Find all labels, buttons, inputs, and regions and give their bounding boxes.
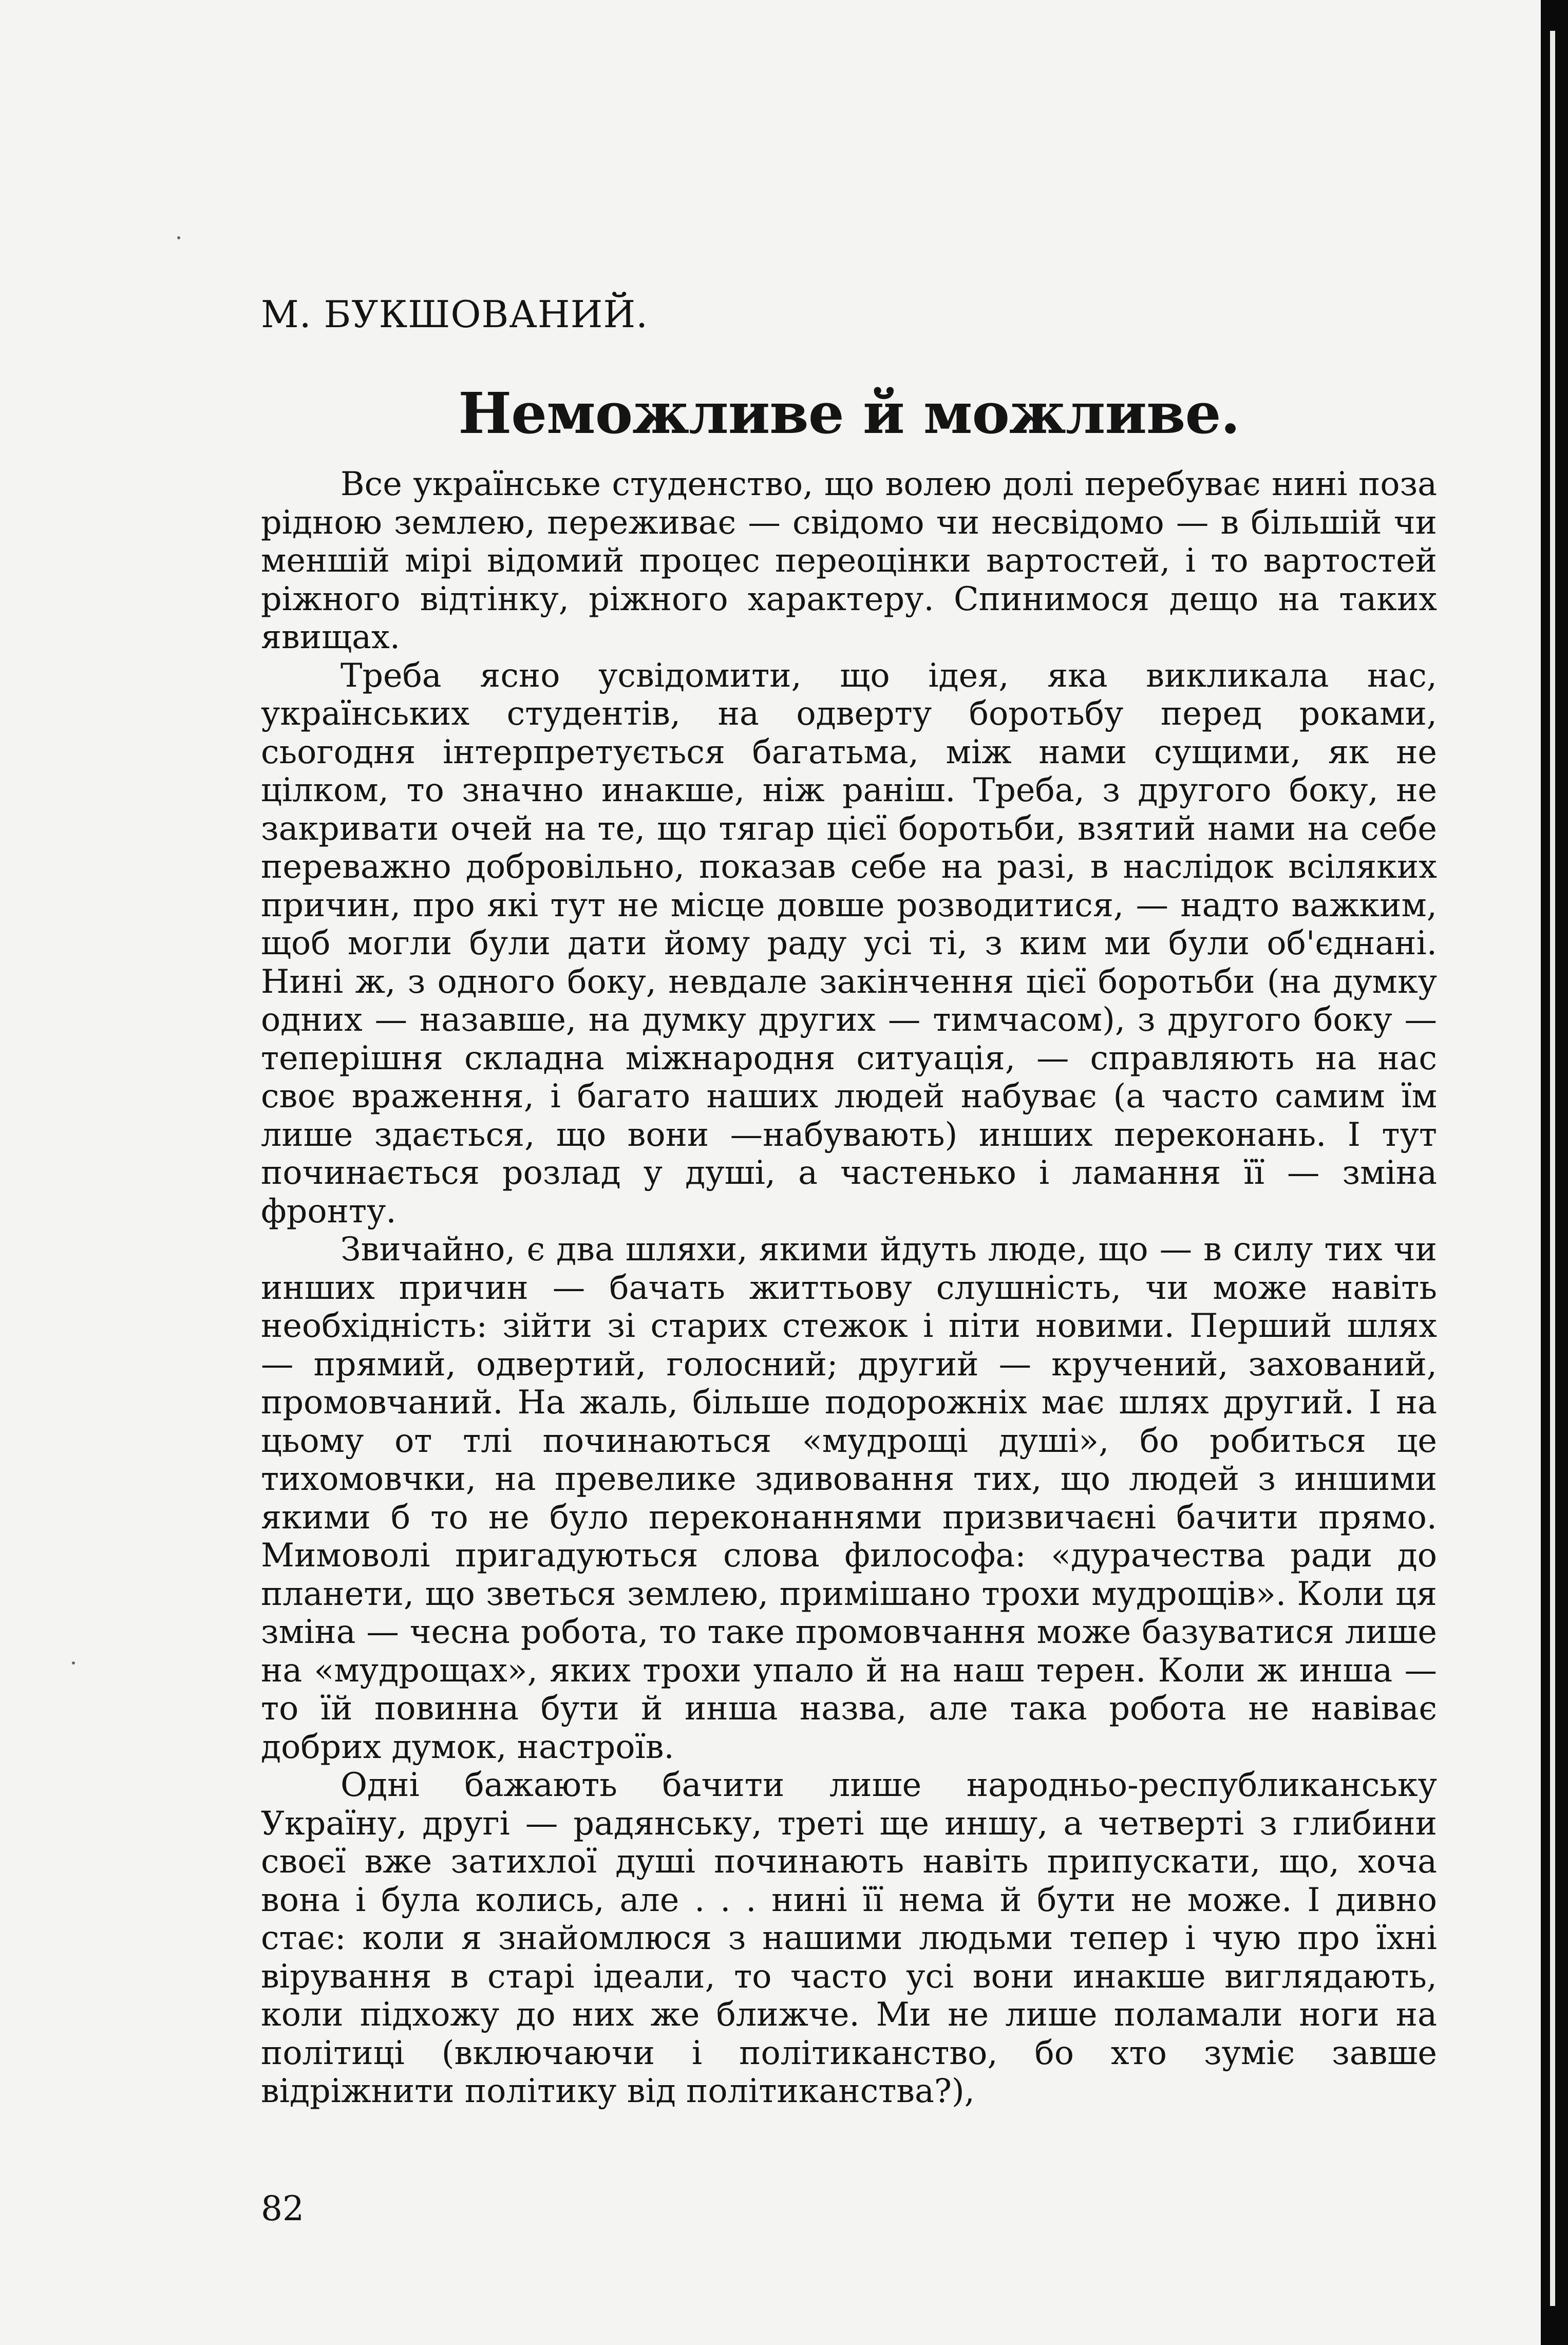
author-name: М. БУКШОВАНИЙ.	[261, 293, 649, 336]
article-body	[261, 465, 1437, 2110]
paragraph-3: Звичайно, є два шляхи, якими йдуть люде, що — в силу тих чи инших причин — бачать життьову слушність, чи може навіть необхідність: зійти зі старих стежок і піти новими. Перший шлях — прямий, одвертий, голосний; другий — кручений, захований, промовчаний. На жаль, більше подорожніх має шлях другий. І на цьому от тлі починаються «мудрощі душі», бо робиться це тихомовчки, на превелике здивовання тих, що людей з иншими якими б то не було переконаннями призвичаєні бачити прямо. Мимоволі пригадуються слова философа: «дурачества ради до планети, що зветься землею, примішано трохи мудрощів». Коли ця зміна — чесна робота, то таке промовчання може базуватися лише на «мудрощах», яких трохи упало й на наш терен. Коли ж инша — то їй повинна бути й инша назва, але така робота не навіває добрих думок, настроїв.	[261, 1230, 1437, 1766]
paragraph-4: Одні бажають бачити лише народньо-республиканську Україну, другі — радянську, треті ще иншу, а четверті з глибини своєї вже затихлої душі починають навіть припускати, що, хоча вона і була колись, але . . . нині її нема й бути не може. І дивно стає: коли я знайомлюся з нашими людьми тепер і чую про їхні вірування в старі ідеали, то часто усі вони инакше виглядають, коли підхожу до них же ближче. Ми не лише поламали ноги на політиці (включаючи і політиканство, бо хто зуміє завше відріжнити політику від політиканства?),	[261, 1766, 1437, 2110]
paragraph-2: Треба ясно усвідомити, що ідея, яка викликала нас, українських студентів, на одверту боротьбу перед роками, сьогодня інтерпретується багатьма, між нами сущими, як не цілком, то значно инакше, ніж раніш. Треба, з другого боку, не закривати очей на те, що тягар цієї боротьби, взятий нами на себе переважно добровільно, показав себе на разі, в наслідок всіляких причин, про які тут не місце довше розводитися, — надто важким, щоб могли були дати йому раду усі ті, з ким ми були об'єднані. Нині ж, з одного боку, невдале закінчення цієї боротьби (на думку одних — назавше, на думку других — тимчасом), з другого боку — теперішня складна міжнародня ситуація, — справляють на нас своє враження, і багато наших людей набуває (а часто самим їм лише здається, що вони —набувають) инших переконань. І тут починається розлад у душі, а частенько і ламання її — зміна фронту.	[261, 656, 1437, 1230]
paper-speck	[177, 236, 180, 239]
paper-speck	[72, 1661, 75, 1665]
paragraph-1: Все українське студенство, що волею долі перебуває нині поза рідною землею, переживає — свідомо чи несвідомо — в більшій чи меншій мірі відомий процес переоцінки вартостей, і то вартостей ріжного відтінку, ріжного характеру. Спинимося дещо на таких явищах.	[261, 465, 1437, 656]
article-title: Неможливе й можливе.	[458, 380, 1240, 446]
next-page-edge	[1550, 31, 1555, 2306]
page-number: 82	[261, 2189, 304, 2228]
